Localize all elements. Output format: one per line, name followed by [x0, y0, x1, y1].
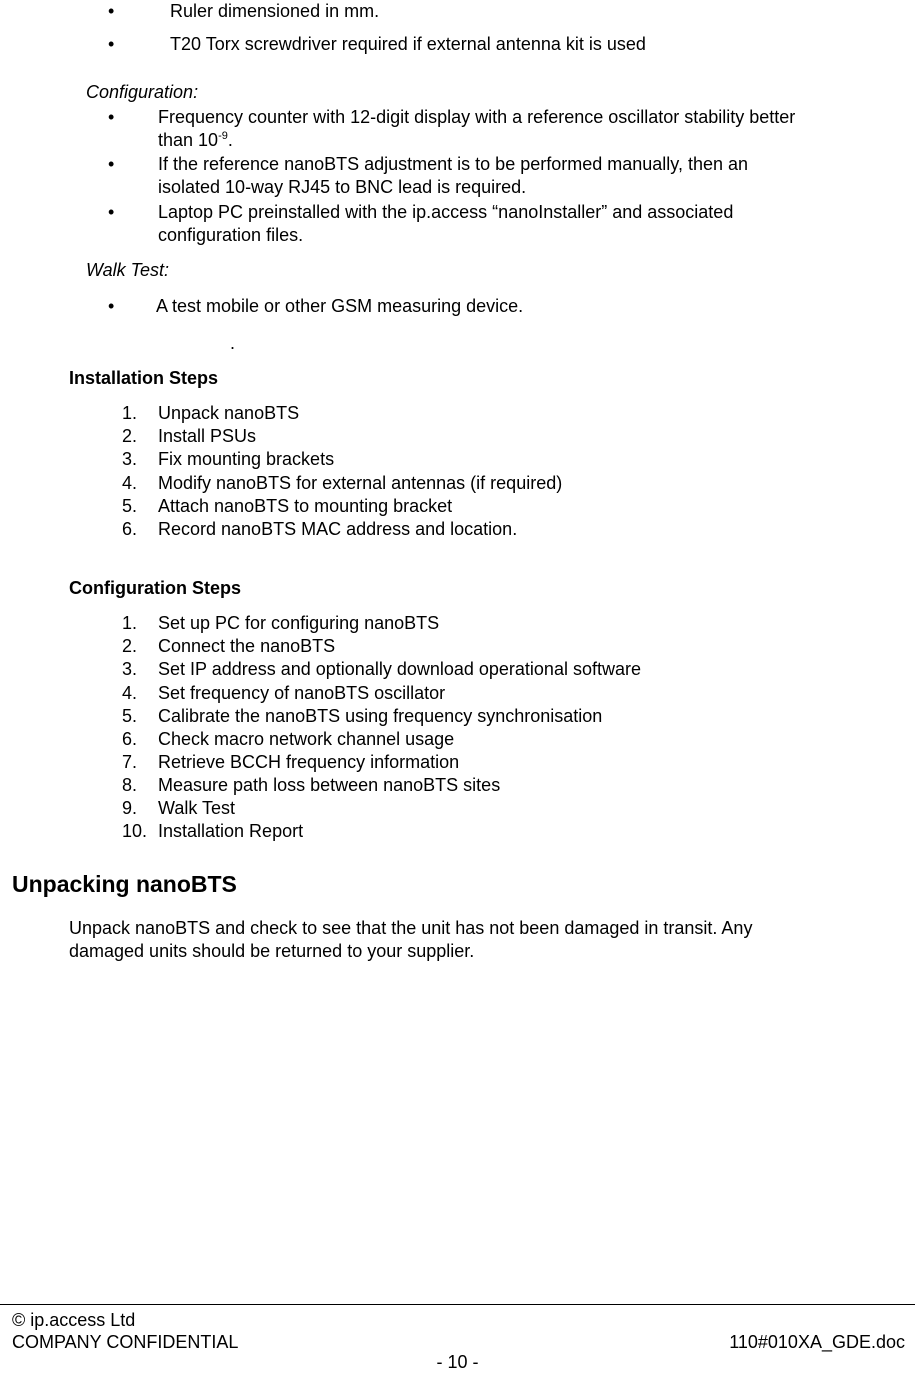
- bullet-glyph: •: [108, 154, 115, 174]
- config-bullet-text: Laptop PC preinstalled with the ip.access “nanoInstaller” and associated: [158, 202, 734, 222]
- config-bullet-text: isolated 10-way RJ45 to BNC lead is required.: [158, 177, 527, 197]
- config-bullet-text: configuration files.: [158, 225, 304, 245]
- list-item: 4. Set frequency of nanoBTS oscillator: [122, 683, 446, 703]
- list-item: 6. Check macro network channel usage: [122, 729, 455, 749]
- installation-steps-heading: Installation Steps: [69, 368, 219, 388]
- unpacking-heading: Unpacking nanoBTS: [12, 871, 237, 897]
- bullet-glyph: •: [108, 34, 115, 54]
- list-item: 1. Set up PC for configuring nanoBTS: [122, 613, 440, 633]
- footer-copyright: © ip.access Ltd: [12, 1310, 136, 1330]
- list-item: 5. Calibrate the nanoBTS using frequency synchronisation: [122, 706, 603, 726]
- bullet-glyph: •: [108, 202, 115, 222]
- list-item: 3. Set IP address and optionally download operational software: [122, 659, 641, 679]
- list-item: 1. Unpack nanoBTS: [122, 403, 300, 423]
- list-item: 5. Attach nanoBTS to mounting bracket: [122, 496, 453, 516]
- config-bullet-text: Frequency counter with 12-digit display with a reference oscillator stability better: [158, 107, 796, 127]
- unpacking-paragraph-line: damaged units should be returned to your supplier.: [69, 941, 475, 961]
- bullet-glyph: •: [108, 1, 115, 21]
- footer-divider: [0, 1304, 915, 1305]
- list-item: 6. Record nanoBTS MAC address and location.: [122, 519, 518, 539]
- walk-test-heading: Walk Test:: [86, 260, 170, 280]
- configuration-heading: Configuration:: [86, 82, 199, 102]
- list-item: 8. Measure path loss between nanoBTS sites: [122, 775, 501, 795]
- tools-bullet-text: Ruler dimensioned in mm.: [170, 1, 380, 21]
- footer-doc-id: 110#010XA_GDE.doc: [729, 1332, 905, 1352]
- list-item: 4. Modify nanoBTS for external antennas (if required): [122, 473, 563, 493]
- bullet-glyph: •: [108, 107, 115, 127]
- footer-page-number: - 10 -: [436, 1352, 479, 1372]
- bullet-glyph: •: [108, 296, 115, 316]
- config-bullet-text: If the reference nanoBTS adjustment is to be performed manually, then an: [158, 154, 749, 174]
- footer-confidential: COMPANY CONFIDENTIAL: [12, 1332, 239, 1352]
- list-item: 3. Fix mounting brackets: [122, 449, 335, 469]
- unpacking-paragraph-line: Unpack nanoBTS and check to see that the unit has not been damaged in transit. Any: [69, 918, 753, 938]
- tools-bullet-text: T20 Torx screwdriver required if external antenna kit is used: [170, 34, 646, 54]
- configuration-steps-heading: Configuration Steps: [69, 578, 241, 598]
- list-item: 2. Install PSUs: [122, 426, 257, 446]
- config-bullet-text: than $10^{-9}$.: [158, 130, 233, 150]
- list-item: 7. Retrieve BCCH frequency information: [122, 752, 460, 772]
- list-item: 9. Walk Test: [122, 798, 236, 818]
- walk-test-bullet-text: A test mobile or other GSM measuring device.: [156, 296, 524, 316]
- stray-dot: .: [230, 333, 236, 353]
- list-item: 10. Installation Report: [122, 821, 304, 841]
- list-item: 2. Connect the nanoBTS: [122, 636, 336, 656]
